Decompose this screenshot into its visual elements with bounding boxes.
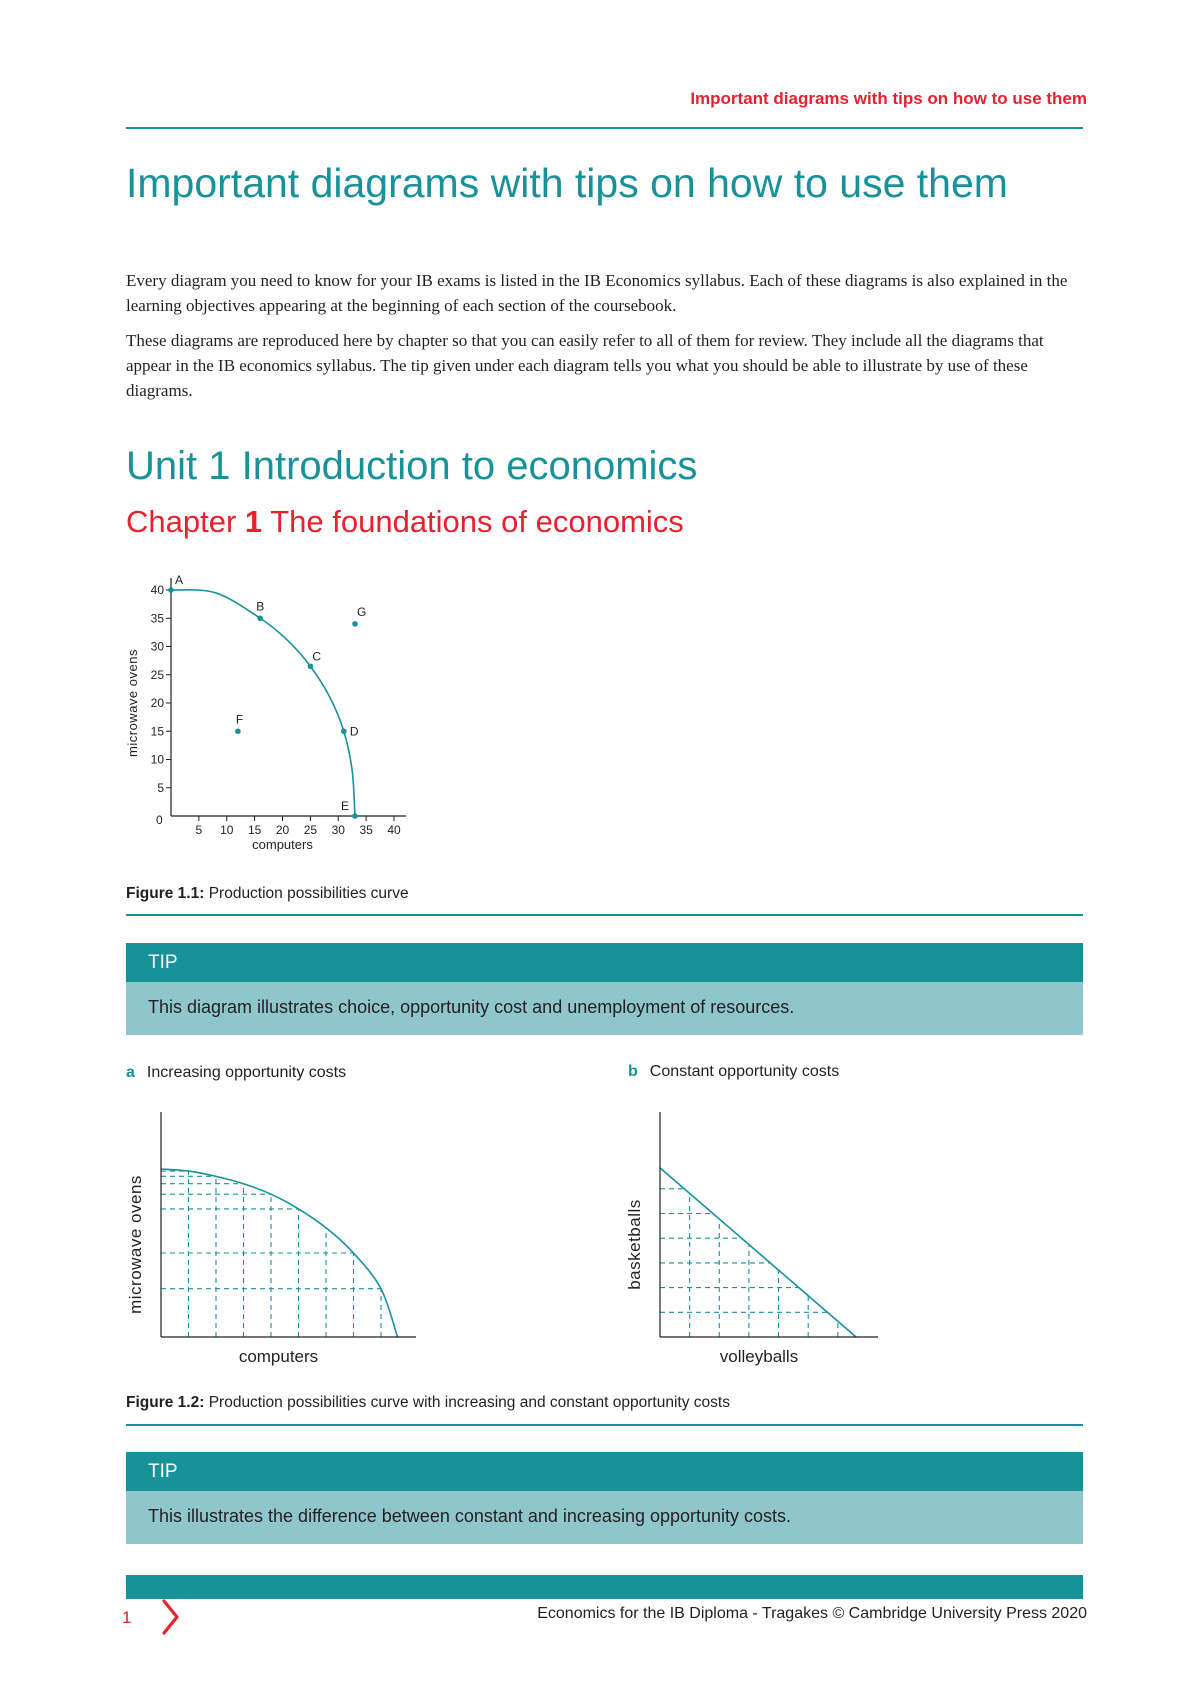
point-label-c: C [312,649,322,664]
y-axis-label: microwave ovens [125,649,140,757]
y-tick-label: 30 [150,639,164,654]
panel-b-title [628,1063,839,1081]
y-axis-label: basketballs [625,1199,644,1290]
x-tick-label: 30 [331,823,345,837]
page-number: 1 [122,1608,132,1627]
running-head: Important diagrams with tips on how to use them [690,89,1087,108]
point-label-e: E [340,799,349,813]
caption-rule [126,1424,1083,1426]
y-tick-label: 20 [150,696,164,710]
ppc-curve [171,590,355,816]
point-d [341,728,347,734]
y-tick-label: 35 [150,611,164,626]
x-axis-label: computers [252,837,313,852]
point-label-f: F [235,712,244,727]
y-tick-label: 40 [150,583,164,597]
panel-b-letter: b [628,1063,638,1080]
panel-a-title-text: Increasing opportunity costs [146,1064,347,1081]
point-label-g: G [356,604,367,619]
x-axis-label: volleyballs [719,1347,799,1366]
ppc-figure-1-1 [110,565,440,865]
point-label-b: B [256,599,265,614]
caption-label: Figure 1.1: [126,885,205,902]
y-axis-label: microwave ovens [126,1175,145,1314]
intro-paragraph-1: Every diagram you need to know for your IB exams is listed in the IB Economics syllabus. Each of these diagrams is also explained in the learning objectives appearing at the beginning of each section of the coursebook. [126,271,1068,315]
x-tick-label: 20 [275,823,290,837]
ppc-constant-cost-chart [615,1100,905,1370]
point-a [168,587,174,593]
caption-label: Figure 1.2: [126,1394,205,1411]
x-tick-label: 25 [303,823,318,837]
point-b [257,615,263,621]
x-tick-label: 5 [195,823,203,837]
figure-1-2-caption [126,1394,730,1412]
x-tick-label: 15 [247,823,262,837]
tip-body: This diagram illustrates choice, opportunity cost and unemployment of resources. [126,982,1083,1035]
panel-b-title-text: Constant opportunity costs [649,1063,840,1080]
chapter-title [126,503,684,541]
panel-a-title [126,1064,346,1082]
page-title: Important diagrams with tips on how to use them [126,160,1008,206]
unit-title: Unit 1 Introduction to economics [126,444,698,488]
footer-copyright: Economics for the IB Diploma - Tragakes © Cambridge University Press 2020 [537,1605,1087,1622]
y-tick-label: 10 [150,752,164,767]
ppc-increasing-cost-chart [118,1100,428,1370]
chapter-name: The foundations of economics [262,504,684,539]
x-tick-label: 40 [387,823,401,837]
point-label-d: D [349,724,359,739]
origin-label: 0 [156,813,163,827]
x-tick-label: 10 [220,823,234,837]
tip-body: This illustrates the difference between constant and increasing opportunity costs. [126,1491,1083,1544]
x-tick-label: 35 [359,823,373,837]
point-g [352,621,358,627]
caption-text: Production possibilities curve [204,885,409,902]
figure-1-1-caption [126,885,409,903]
caption-rule [126,914,1083,916]
intro-paragraph-2: These diagrams are reproduced here by chapter so that you can easily refer to all of them for review. They include all the diagrams that appear in the IB economics syllabus. The tip given under each diagram tells you what you should be able to illustrate by use of these diagrams. [126,331,1044,400]
panel-a-letter: a [126,1064,135,1081]
point-label-a: A [175,573,184,587]
next-page-chevron-icon[interactable] [160,1597,182,1637]
point-c [308,663,314,669]
header-rule [126,127,1083,129]
point-f [235,728,241,734]
caption-text: Production possibilities curve with increasing and constant opportunity costs [204,1394,730,1411]
y-tick-label: 5 [157,780,164,795]
point-e [352,813,358,819]
tip-header: TIP [126,943,1083,982]
x-axis-label: computers [238,1347,319,1366]
bottom-bar [126,1575,1083,1599]
chapter-prefix: Chapter [126,504,245,539]
chapter-number: 1 [244,504,263,539]
y-tick-label: 25 [150,667,164,682]
y-tick-label: 15 [150,724,164,739]
tip-header: TIP [126,1452,1083,1491]
